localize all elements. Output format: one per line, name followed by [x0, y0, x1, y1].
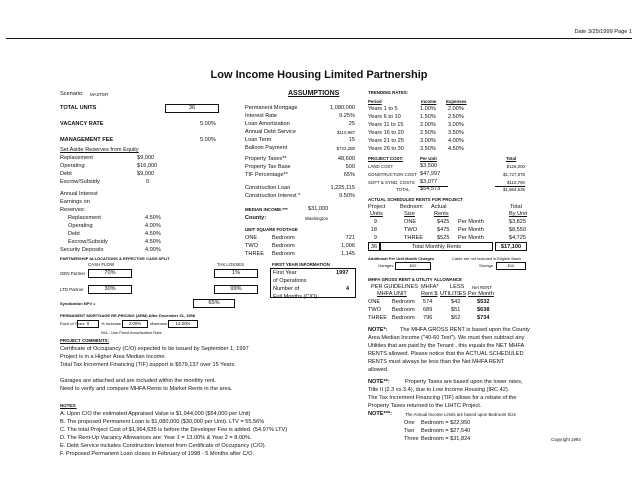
- note3-size: One: [404, 420, 415, 426]
- storage-label: Storage: [479, 263, 494, 268]
- rents-col: Size: [404, 211, 415, 217]
- construction-value: 1,225,115: [330, 185, 355, 191]
- comment-line: Project is in a Higher Area Median Income.: [60, 354, 167, 360]
- loan-label: Loan Term: [245, 137, 272, 143]
- ltd-cf-value: 30%: [104, 286, 116, 292]
- note1-line: RENTS allowed. Please notice that the ACTUAL SCHEDULED: [368, 351, 524, 357]
- reserve-label: Operating: [60, 163, 85, 169]
- rent-per: Per Month: [458, 219, 484, 225]
- cost-unit: $3,500: [420, 163, 438, 169]
- rents-total-box: [495, 242, 527, 251]
- mgmt-fee-value: 5.00%: [200, 137, 216, 143]
- total-units-value: 36: [188, 105, 196, 111]
- tax-value: 65%: [343, 172, 355, 178]
- cost-label: SOFT & SYND. COSTS: [368, 180, 415, 185]
- trending-period: Years 1 to 5: [368, 106, 398, 112]
- rents-col: Total: [510, 204, 522, 210]
- garages-value: $20: [409, 263, 417, 268]
- note2-line: Title II (2.3 vs 3.4), due to Low Income Housing (IRC 42).: [368, 387, 510, 393]
- interest-label: Operating: [68, 223, 93, 229]
- ltd-cf-box: [88, 285, 132, 294]
- comment-line: Total Tax Increment Financing (TIF) support is $579,137 over 15 Years.: [60, 362, 236, 368]
- loan-value: 9.25%: [339, 113, 355, 119]
- garages-label: Garages: [378, 263, 394, 268]
- mhfa-h1: PER GUIDELINES: [371, 284, 418, 290]
- mhfa-size: TWO: [368, 307, 382, 313]
- gen-partner-label: GEN Partner: [60, 271, 86, 276]
- note3-line: The Annual Income Limits are based upon Bedroom Size: [405, 412, 517, 417]
- reserve-value: $9,000: [137, 171, 155, 177]
- sqft-type: THREE: [245, 251, 264, 257]
- median-income-label: MEDIAN INCOME:***: [245, 207, 288, 212]
- tax-label: TIF Percentage**: [245, 172, 288, 178]
- construction-value: 9.50%: [339, 193, 355, 199]
- sqft-title: UNIT SQUARE FOOTAGE: [245, 227, 298, 232]
- mhfa-net: $532: [477, 299, 490, 305]
- note3-size: Two: [404, 428, 415, 434]
- sqft-label: Bedroom: [272, 243, 295, 249]
- note1-line: The MHFA GROSS RENT is based upon the County: [400, 327, 530, 333]
- trending-income: 1.00%: [420, 106, 436, 112]
- ltd-partner-label: LTD Partner: [60, 287, 84, 292]
- loan-label: Loan Amortization: [245, 121, 290, 127]
- reserve-label: Escrow/Subsidy: [60, 179, 100, 185]
- interest-label: Security Deposits: [60, 247, 104, 253]
- garages-box: [395, 262, 431, 270]
- tax-value: 48,600: [337, 156, 355, 162]
- notes-title: NOTES:: [60, 403, 77, 408]
- county-label: County:: [245, 215, 267, 221]
- interest-label: Escrow/Subsidy: [68, 239, 108, 245]
- reserve-value: 0: [146, 179, 150, 185]
- reserve-label: Debt: [60, 171, 72, 177]
- interest-value: 4.00%: [145, 223, 161, 229]
- scenario-label: Scenario:: [60, 91, 84, 97]
- rents-total-label-box: [380, 242, 493, 251]
- cost-unit: $47,997: [420, 171, 441, 177]
- interest-label: Debt: [68, 231, 80, 237]
- cost-total: $110,760: [507, 180, 525, 185]
- scenario-value: MASTER: [90, 92, 109, 97]
- sqft-value: 721: [345, 235, 355, 241]
- mhfa-net: $638: [477, 307, 490, 313]
- trending-period: Years 26 to 30: [368, 146, 404, 152]
- construction-label: Construction Interest *: [245, 193, 301, 199]
- interest-value: 4.00%: [145, 247, 161, 253]
- mhfa-util: $62: [451, 315, 461, 321]
- sqft-label: Bedroom: [272, 251, 295, 257]
- comment-line: Garages are attached and are included within the monthly rent.: [60, 378, 217, 384]
- mhfa-h2: Rent $: [421, 291, 438, 297]
- vacancy-label: VACANCY RATE: [60, 121, 104, 127]
- syndication-label: Syndication NPV =: [60, 301, 96, 306]
- trending-income: 3.50%: [420, 146, 436, 152]
- mhfa-rent: 689: [423, 307, 433, 313]
- cost-total-label: TOTAL: [396, 187, 410, 192]
- trending-expenses: 4.50%: [448, 146, 464, 152]
- mhfa-label: Bedroom: [392, 299, 415, 305]
- rent-amount: $525: [437, 235, 450, 241]
- county-value: Washington: [305, 216, 329, 221]
- syndication-box: [193, 299, 235, 308]
- rents-total: $17,100: [500, 244, 522, 250]
- trending-income: 2.00%: [420, 122, 436, 128]
- gen-cf-value: 70%: [104, 270, 116, 276]
- storage-value: $10: [507, 263, 515, 268]
- earnings-on-label: Earnings on: [60, 199, 90, 205]
- note3-text: Bedroom = $22,950: [421, 420, 471, 426]
- rents-col: Units: [370, 211, 383, 217]
- ltd-tax-value: 99%: [230, 286, 242, 292]
- trending-period: Years 16 to 20: [368, 130, 404, 136]
- rents-total-units-box: [368, 242, 380, 251]
- mhfa-rent: 574: [423, 299, 433, 305]
- project-cost-title: PROJECT COST:: [368, 156, 404, 161]
- rents-col: Project: [368, 204, 386, 210]
- rents-col: Bedroom: [400, 204, 423, 210]
- note3-label: NOTE***:: [368, 411, 392, 417]
- tax-label: Property Taxes**: [245, 156, 287, 162]
- storage-box: [496, 262, 526, 270]
- copyright: Copyright 1994: [551, 437, 581, 442]
- note2-line: Property Taxes returned to the LIHTC Project.: [368, 403, 482, 409]
- interest-value: 4.50%: [145, 231, 161, 237]
- repricing-inc-box: [122, 320, 148, 328]
- repricing-max-label: Maximum: [150, 321, 168, 326]
- median-income-value: $31,000: [308, 206, 329, 212]
- trending-period: Years 11 to 15: [368, 122, 404, 128]
- rents-total-label: Total Monthly Rents: [411, 244, 462, 250]
- of-operations-label: of Operations: [273, 278, 307, 284]
- rent-units: 18: [370, 227, 377, 233]
- trending-expenses: 3.50%: [448, 130, 464, 136]
- mhfa-h1: LESS: [450, 284, 465, 290]
- annual-interest-label: Annual Interest: [60, 191, 98, 197]
- note-line: B. The proposed Permanent Loan is $1,080,000 ($30,000 per Unit). LTV = 55.56%: [60, 419, 265, 425]
- note3-size: Three: [404, 436, 419, 442]
- mhfa-rent: 796: [423, 315, 433, 321]
- note-line: E. Debt Service includes Construction Interest from Certificate of Occupancy (C/O).: [60, 443, 267, 449]
- repricing-max-value: 14.00%: [175, 321, 191, 326]
- gen-cf-box: [88, 269, 132, 278]
- full-months-label: Full Months (C/O): [273, 294, 318, 300]
- rent-total: $4,725: [508, 235, 526, 241]
- note1-line: RENTS must always be less than the Net MHFA RENT: [368, 359, 505, 365]
- sqft-value: 1,145: [341, 251, 355, 257]
- trending-income: 1.50%: [420, 114, 436, 120]
- loan-value: $110,987: [337, 130, 355, 135]
- loan-value: 15: [348, 137, 355, 143]
- rent-units: 9: [373, 219, 377, 225]
- construction-label: Construction Loan: [245, 185, 291, 191]
- note1-line: Area Median Income ("40-60 Test"). We must then subtract any: [368, 335, 525, 341]
- repricing-inc-value: 2.00%: [128, 321, 142, 326]
- rent-units: 9: [373, 235, 377, 241]
- note-line: F. Proposed Permanent Loan closes in February of 1998 - 5 Months after C/O.: [60, 451, 255, 457]
- months-label: Number of: [273, 286, 300, 292]
- mhfa-util: $42: [451, 299, 461, 305]
- cost-unit: $3,077: [420, 179, 438, 185]
- trending-period: Years 6 to 10: [368, 114, 401, 120]
- cost-total: $1,727,875: [503, 172, 525, 177]
- trending-period: Years 21 to 25: [368, 138, 404, 144]
- cost-total: $126,000: [506, 164, 525, 169]
- alloc-col-tax: TAX LOSSES: [217, 262, 245, 267]
- cost-total-total: $1,964,635: [503, 187, 525, 192]
- note1-line: allowed.: [368, 367, 389, 373]
- reserve-label: Replacement: [60, 155, 93, 161]
- interest-value: 4.50%: [145, 239, 161, 245]
- interest-label: Replacement: [68, 215, 101, 221]
- alloc-col-cashflow: CASH FLOW: [88, 262, 115, 267]
- mhfa-net: $734: [477, 315, 490, 321]
- loan-label: Permanent Mortgage: [245, 105, 298, 111]
- page-title: Low Income Housing Limited Partnership: [210, 69, 428, 81]
- syndication-value: 65%: [208, 300, 220, 306]
- mhfa-h2: MHFA UNIT: [377, 291, 407, 297]
- note-line: A. Upon C/O the estimated Appraised Value is $1,944,000 ($54,000 per Unit): [60, 411, 251, 417]
- rent-amount: $475: [437, 227, 450, 233]
- repricing-inc-label: % Increase: [101, 321, 122, 326]
- mhfa-title: MHFA GROSS RENT & UTILITY ALLOWANCE: [368, 277, 462, 282]
- trending-title: TRENDING RATES:: [368, 90, 409, 95]
- note-line: C. The total Project Cost of $1,964,635 is before the Developer Fee is added. (54.97% LTV): [60, 427, 288, 433]
- rent-total: $8,550: [508, 227, 526, 233]
- interest-value: 4.50%: [145, 215, 161, 221]
- additional-title: Additional Per Unit Month Charges: [368, 256, 435, 261]
- trending-income: 3.00%: [420, 138, 436, 144]
- assumptions-title: ASSUMPTIONS: [288, 90, 340, 97]
- note2-line: Property Taxes are based upon the lower rates,: [405, 379, 523, 385]
- trending-col-income: Income: [421, 99, 437, 104]
- first-year-value: 1997: [336, 270, 349, 276]
- rents-title: ACTUAL SCHEDULED RENTS FOR PROJECT: [368, 197, 464, 202]
- rent-size: THREE: [404, 235, 423, 241]
- mhfa-label: Bedroom: [392, 315, 415, 321]
- loan-value: 1,080,000: [330, 105, 355, 111]
- repricing-title: PERMANENT MORTGAGE RE-PRICING (ARM) After December 31, 1998: [60, 313, 195, 318]
- note3-text: Bedroom = $27,540: [421, 428, 471, 434]
- repricing-note: N/A - Use Fixed Amortization Rate: [101, 330, 162, 335]
- rent-size: ONE: [404, 219, 417, 225]
- sqft-value: 1,006: [341, 243, 355, 249]
- mhfa-util: $51: [451, 307, 461, 313]
- trending-expenses: 3.00%: [448, 122, 464, 128]
- tax-label: Property Tax Base: [245, 164, 291, 170]
- sqft-type: ONE: [245, 235, 258, 241]
- reserve-value: $16,000: [137, 163, 158, 169]
- mhfa-size: ONE: [368, 299, 381, 305]
- note1-label: NOTE*:: [368, 327, 388, 333]
- rents-col: Rents: [434, 211, 449, 217]
- loan-value: 25: [348, 121, 355, 127]
- note1-line: Utilities that are paid by the Tenant , this equals the NET MHFA: [368, 343, 525, 349]
- first-year-label: First Year: [273, 270, 297, 276]
- rent-total: $3,825: [508, 219, 526, 225]
- vacancy-value: 5.00%: [200, 121, 216, 127]
- trending-col-expenses: Expenses: [446, 99, 467, 104]
- project-cost-total: Total: [506, 156, 517, 161]
- reserves-title: Set Aside Reserves from Equity: [60, 147, 139, 153]
- loan-value: $722,288: [336, 146, 355, 151]
- trending-income: 2.50%: [420, 130, 436, 136]
- mhfa-h2: Per Month: [468, 291, 494, 297]
- note-line: D. The Rent-Up Vacancy Allowances are: Year 1 = 13.00% & Year 2 = 8.00%.: [60, 435, 252, 441]
- trending-col-period: Period: [368, 99, 382, 104]
- note2-line: The Tax Increment Financing (TIF) allows for a rebate of the: [368, 395, 517, 401]
- cost-label: LAND COST: [368, 164, 394, 169]
- cost-label: CONSTRUCTION COST: [368, 172, 417, 177]
- loan-label: Interest Rate: [245, 113, 278, 119]
- rents-col: Actual: [431, 204, 447, 210]
- comment-line: Need to verify and compare MHFA Rents to Market Rents in the area.: [60, 386, 233, 392]
- total-units-box: [165, 104, 219, 113]
- rents-col: By Unit: [509, 211, 528, 217]
- rent-size: TWO: [404, 227, 418, 233]
- rent-per: Per Month: [458, 227, 484, 233]
- loan-label: Balloon Payment: [245, 145, 288, 151]
- project-cost-per-unit: Per Unit: [420, 156, 437, 161]
- reserve-value: $9,000: [137, 155, 155, 161]
- sqft-label: Bedroom: [272, 235, 295, 241]
- rent-per: Per Month: [458, 235, 484, 241]
- mhfa-h1: Net RENT: [472, 285, 493, 290]
- comment-line: Certificate of Occupancy (C/O) expected to be issued by September 1, 1997: [60, 346, 249, 352]
- ltd-tax-box: [214, 285, 258, 294]
- additional-note: Cable are not included in Eligible Basis: [452, 256, 522, 261]
- comments-title: PROJECT COMMENTS:: [60, 338, 110, 343]
- note3-text: Bedroom = $31,824: [421, 436, 471, 442]
- first-year-title: FIRST YEAR INFORMATION: [272, 262, 330, 267]
- repricing-years-label: Each of Years: [60, 321, 85, 326]
- gen-tax-value: 1%: [231, 270, 241, 276]
- months-value: 4: [346, 286, 350, 292]
- cost-total-unit: $54,573: [420, 186, 441, 192]
- rents-total-units: 36: [370, 244, 378, 250]
- repricing-max-box: [168, 320, 198, 328]
- rent-amount: $425: [437, 219, 450, 225]
- tax-value: 500: [345, 164, 355, 170]
- trending-expenses: 4.00%: [448, 138, 464, 144]
- gen-tax-box: [214, 269, 258, 278]
- mhfa-h2: UTILITIES: [440, 291, 467, 297]
- allocations-title: PARTNERSHIP ALLOCATIONS & EFFECTIVE CASH SPLIT: [60, 256, 170, 261]
- trending-expenses: 2.00%: [448, 106, 464, 112]
- mgmt-fee-label: MANAGEMENT FEE: [60, 137, 114, 143]
- mhfa-size: THREE: [368, 315, 387, 321]
- mhfa-h1: MHFA*: [421, 284, 439, 290]
- note2-label: NOTE**:: [368, 379, 390, 385]
- loan-label: Annual Debt Service: [245, 129, 296, 135]
- mhfa-label: Bedroom: [392, 307, 415, 313]
- total-units-label: TOTAL UNITS: [60, 105, 97, 111]
- trending-expenses: 2.50%: [448, 114, 464, 120]
- reserves-label: Reserves:: [60, 207, 86, 213]
- repricing-years-value: 0: [86, 321, 90, 326]
- repricing-years-box: [77, 320, 99, 328]
- sqft-type: TWO: [245, 243, 259, 249]
- date-page-label: Date 3/25/1999 Page 1: [574, 29, 632, 35]
- header-rule: [6, 38, 632, 39]
